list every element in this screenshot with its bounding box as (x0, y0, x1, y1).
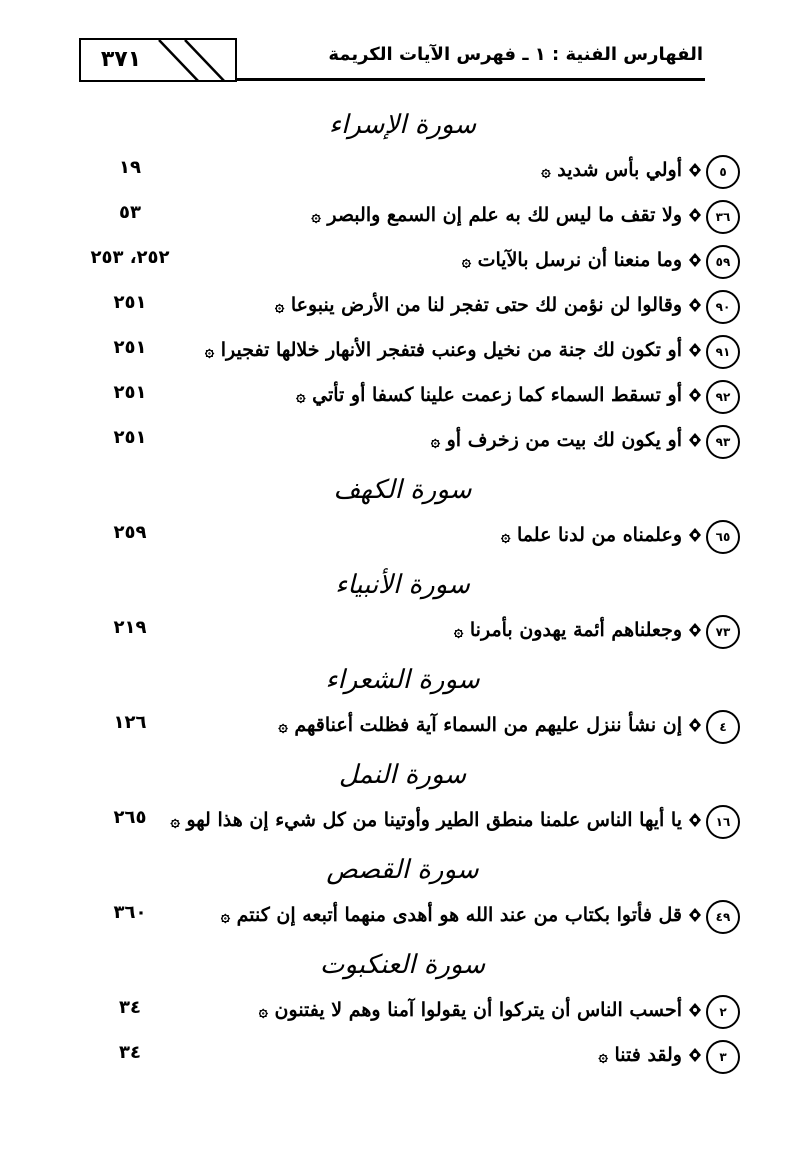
ayah-index (0, 100, 805, 1080)
ayah-end-ornament-icon: ۞ (461, 251, 471, 270)
surah-title: سورة النمل (338, 760, 467, 790)
ayah-number: ٣٦ (706, 200, 740, 234)
index-entry-row (0, 330, 805, 375)
header-title: الفهارس الفنية : ١ ـ فهرس الآيات الكريمة (328, 44, 703, 65)
ayah-ornament-icon (688, 162, 702, 178)
header-rule (237, 78, 705, 81)
ayah-ornament-icon (688, 1002, 702, 1018)
ayah-ornament-icon (688, 1047, 702, 1063)
ayah-end-ornament-icon: ۞ (258, 1001, 268, 1020)
ayah-end-ornament-icon: ۞ (220, 906, 230, 925)
ayah-number: ٤٩ (706, 900, 740, 934)
verse-text (275, 289, 682, 322)
ayah-ornament-icon (688, 207, 702, 223)
index-entry-row (0, 375, 805, 420)
verse-text (296, 379, 682, 412)
ayah-number: ٧٣ (706, 615, 740, 649)
ayah-end-ornament-icon: ۞ (278, 716, 288, 735)
ayah-end-ornament-icon: ۞ (204, 341, 215, 360)
ayah-end-ornament-icon: ۞ (296, 386, 306, 405)
verse-text (259, 994, 682, 1027)
index-entry-row (0, 895, 805, 940)
index-entry-row (0, 1035, 805, 1080)
verse-text-content: أو يكون لك بيت من زخرف أو (446, 429, 682, 451)
page-reference: ١٩ (119, 157, 141, 178)
page-reference: ٢٥٢، ٢٥٣ (90, 247, 170, 268)
ayah-number: ٦٥ (706, 520, 740, 554)
page-reference: ٢٥١ (113, 292, 147, 313)
index-entry-row (0, 150, 805, 195)
page-header (0, 0, 805, 100)
page-number: ٣٧١ (100, 47, 142, 72)
ayah-end-ornament-icon: ۞ (598, 1046, 608, 1065)
verse-text (170, 804, 682, 837)
index-entry-row (0, 800, 805, 845)
ayah-end-ornament-icon: ۞ (430, 431, 440, 450)
page-reference: ٣٦٠ (113, 902, 147, 923)
ayah-number: ٩٣ (706, 425, 740, 459)
ayah-end-ornament-icon: ۞ (501, 526, 511, 545)
surah-title: سورة الأنبياء (335, 570, 470, 600)
ayah-end-ornament-icon: ۞ (170, 811, 180, 830)
ayah-ornament-icon (688, 622, 702, 638)
index-entry-row (0, 610, 805, 655)
surah-title: سورة العنكبوت (319, 950, 486, 980)
verse-text (311, 199, 682, 232)
ayah-number: ٣ (706, 1040, 740, 1074)
verse-text-content: أولي بأس شديد (557, 159, 682, 181)
verse-text-content: أو تكون لك جنة من نخيل وعنب فتفجر الأنهار خلالها تفجيرا (220, 339, 682, 361)
page-reference: ٣٤ (119, 997, 141, 1018)
index-entry-row (0, 420, 805, 465)
page-reference: ٢٥١ (113, 382, 147, 403)
page-reference: ٣٤ (119, 1042, 141, 1063)
verse-text-content: وجعلناهم أئمة يهدون بأمرنا (469, 619, 682, 641)
ayah-ornament-icon (688, 342, 702, 358)
surah-title: سورة الإسراء (328, 110, 477, 140)
ayah-end-ornament-icon: ۞ (453, 621, 464, 640)
ayah-ornament-icon (688, 432, 702, 448)
verse-text-content: يا أيها الناس علمنا منطق الطير وأوتينا من كل شيء إن هذا لهو (186, 809, 682, 831)
ayah-ornament-icon (688, 297, 702, 313)
verse-text (598, 1039, 682, 1072)
verse-text-content: قل فأتوا بكتاب من عند الله هو أهدى منهما أتبعه إن كنتم (236, 904, 682, 926)
page-reference: ٢٥١ (113, 427, 147, 448)
ayah-number: ٢ (706, 995, 740, 1029)
verse-text-content: وما منعنا أن نرسل بالآيات (477, 249, 682, 271)
verse-text (278, 709, 682, 742)
index-entry-row (0, 240, 805, 285)
page-reference: ١٢٦ (113, 712, 147, 733)
verse-text (221, 899, 682, 932)
index-entry-row (0, 285, 805, 330)
verse-text-content: إن نشأ ننزل عليهم من السماء آية فظلت أعناقهم (294, 714, 682, 736)
ayah-ornament-icon (688, 527, 702, 543)
ayah-number: ٩٠ (706, 290, 740, 324)
ayah-ornament-icon (688, 387, 702, 403)
page-reference: ٢١٩ (113, 617, 147, 638)
verse-text (541, 154, 682, 187)
ayah-number: ٥ (706, 155, 740, 189)
ayah-ornament-icon (688, 252, 702, 268)
index-entry-row (0, 705, 805, 750)
index-entry-row (0, 515, 805, 560)
verse-text-content: ولقد فتنا (614, 1044, 682, 1066)
verse-text (462, 244, 682, 277)
surah-title: سورة القصص (326, 855, 479, 885)
surah-title: سورة الكهف (333, 475, 472, 505)
verse-text (431, 424, 682, 457)
ayah-ornament-icon (688, 717, 702, 733)
verse-text-content: وقالوا لن نؤمن لك حتى تفجر لنا من الأرض ينبوعا (290, 294, 682, 316)
ayah-number: ٥٩ (706, 245, 740, 279)
ayah-number: ٩٢ (706, 380, 740, 414)
ayah-number: ١٦ (706, 805, 740, 839)
surah-title: سورة الشعراء (325, 665, 480, 695)
ayah-end-ornament-icon: ۞ (541, 161, 551, 180)
index-entry-row (0, 195, 805, 240)
ayah-ornament-icon (688, 812, 702, 828)
ayah-number: ٤ (706, 710, 740, 744)
page-reference: ٢٥١ (113, 337, 147, 358)
verse-text-content: أو تسقط السماء كما زعمت علينا كسفا أو تأتي (312, 384, 682, 406)
page-reference: ٥٣ (119, 202, 141, 223)
page-number-box (79, 38, 237, 82)
verse-text (454, 614, 682, 647)
ayah-end-ornament-icon: ۞ (311, 206, 321, 225)
verse-text-content: أحسب الناس أن يتركوا أن يقولوا آمنا وهم لا يفتنون (274, 999, 682, 1021)
page-reference: ٢٥٩ (113, 522, 147, 543)
ayah-ornament-icon (688, 907, 702, 923)
ayah-end-ornament-icon: ۞ (274, 296, 285, 315)
verse-text (205, 334, 682, 367)
verse-text (501, 519, 682, 552)
page-reference: ٢٦٥ (113, 807, 147, 828)
ayah-number: ٩١ (706, 335, 740, 369)
verse-text-content: وعلمناه من لدنا علما (517, 524, 682, 546)
verse-text-content: ولا تقف ما ليس لك به علم إن السمع والبصر (327, 204, 682, 226)
index-entry-row (0, 990, 805, 1035)
